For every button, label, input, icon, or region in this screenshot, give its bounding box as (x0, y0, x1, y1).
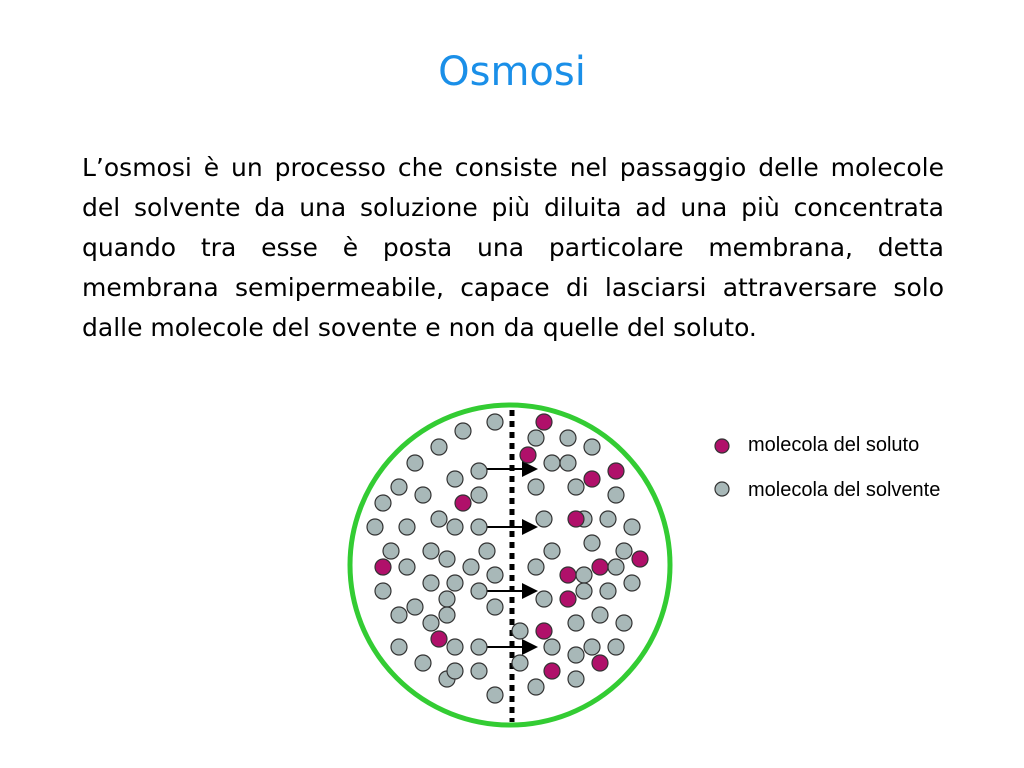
solute-molecule (592, 655, 608, 671)
solvent-molecule (544, 455, 560, 471)
solvent-molecule (528, 430, 544, 446)
solvent-molecule (399, 519, 415, 535)
solvent-molecule (407, 455, 423, 471)
solvent-molecule (560, 430, 576, 446)
solvent-molecule (544, 639, 560, 655)
solvent-molecule (439, 591, 455, 607)
solvent-molecule (592, 607, 608, 623)
solvent-molecule (431, 511, 447, 527)
solvent-molecule (471, 663, 487, 679)
solvent-molecule (487, 599, 503, 615)
legend-solute-label: molecola del soluto (748, 434, 920, 456)
solvent-molecule (471, 519, 487, 535)
solvent-molecule (415, 655, 431, 671)
solvent-molecule (439, 551, 455, 567)
solvent-molecule (568, 647, 584, 663)
solvent-molecule (536, 511, 552, 527)
solvent-molecule (455, 423, 471, 439)
solvent-molecule (375, 583, 391, 599)
solute-molecule (544, 663, 560, 679)
solvent-molecule (568, 671, 584, 687)
solvent-molecule (415, 487, 431, 503)
solvent-molecule (375, 495, 391, 511)
solvent-molecule (616, 615, 632, 631)
solvent-molecule (423, 575, 439, 591)
solvent-molecule (463, 559, 479, 575)
solvent-molecule (608, 639, 624, 655)
legend-solvent-icon (715, 482, 729, 496)
solvent-molecule (423, 543, 439, 559)
solvent-molecule (568, 615, 584, 631)
solvent-molecule (576, 567, 592, 583)
solute-molecule (536, 623, 552, 639)
solvent-molecule (383, 543, 399, 559)
solute-molecule (536, 414, 552, 430)
solvent-molecule (471, 463, 487, 479)
solvent-molecule (487, 414, 503, 430)
solvent-molecule (447, 519, 463, 535)
solvent-molecule (447, 639, 463, 655)
solvent-molecule (471, 639, 487, 655)
solute-molecule (520, 447, 536, 463)
legend-solvent-label: molecola del solvente (748, 479, 941, 501)
solvent-molecule (512, 655, 528, 671)
solvent-molecule (536, 591, 552, 607)
solvent-molecule (616, 543, 632, 559)
solvent-molecule (471, 583, 487, 599)
solvent-molecule (447, 575, 463, 591)
solute-molecule (560, 567, 576, 583)
solvent-molecule (584, 535, 600, 551)
osmosis-definition: L’osmosi è un processo che consiste nel passaggio delle molecole del solvente da una soluzione più diluita ad una più concentrata quando tra esse è posta una particolare membrana, detta membrana semipermeabile, capace di lasciarsi attraversare solo dalle molecole del sovente e non da quelle del soluto. (82, 153, 944, 342)
solvent-molecule (528, 479, 544, 495)
solute-molecule (592, 559, 608, 575)
solvent-molecule (399, 559, 415, 575)
solute-molecule (584, 471, 600, 487)
solvent-molecule (471, 487, 487, 503)
solvent-molecule (544, 543, 560, 559)
solvent-molecule (407, 599, 423, 615)
solvent-molecule (423, 615, 439, 631)
solvent-molecule (608, 487, 624, 503)
solvent-molecule (391, 607, 407, 623)
solvent-molecule (431, 439, 447, 455)
solvent-molecule (584, 639, 600, 655)
solvent-molecule (479, 543, 495, 559)
solvent-molecule (447, 663, 463, 679)
solvent-molecule (391, 639, 407, 655)
solvent-molecule (600, 583, 616, 599)
solvent-molecule (528, 559, 544, 575)
solvent-molecule (624, 519, 640, 535)
solvent-molecule (447, 471, 463, 487)
legend-solute-icon (715, 439, 729, 453)
solvent-molecule (487, 687, 503, 703)
solvent-molecule (367, 519, 383, 535)
solute-molecule (608, 463, 624, 479)
solvent-molecule (439, 607, 455, 623)
solvent-molecule (576, 583, 592, 599)
solvent-molecule (560, 455, 576, 471)
slide-title: Osmosi (438, 49, 586, 95)
solvent-molecule (487, 567, 503, 583)
solute-molecule (560, 591, 576, 607)
solvent-molecule (584, 439, 600, 455)
solvent-molecule (608, 559, 624, 575)
solvent-molecule (528, 679, 544, 695)
solvent-molecule (624, 575, 640, 591)
solvent-molecule (512, 623, 528, 639)
solvent-molecule (568, 479, 584, 495)
molecules (367, 414, 648, 703)
solvent-molecule (600, 511, 616, 527)
solute-molecule (455, 495, 471, 511)
solvent-molecule (391, 479, 407, 495)
solute-molecule (431, 631, 447, 647)
solute-molecule (375, 559, 391, 575)
solute-molecule (568, 511, 584, 527)
solute-molecule (632, 551, 648, 567)
